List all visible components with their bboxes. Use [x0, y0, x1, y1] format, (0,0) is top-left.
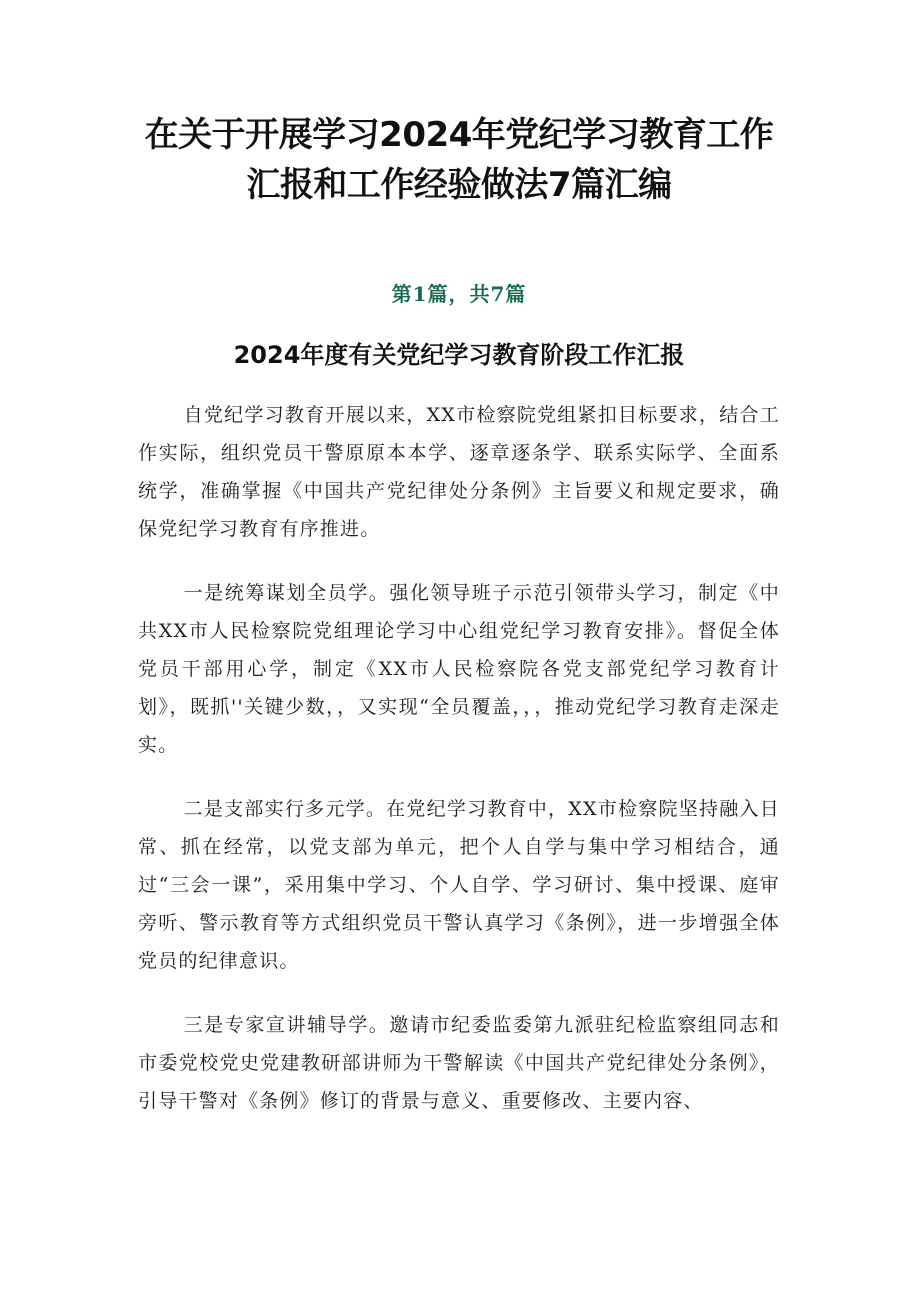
part-label: 第1篇，共7篇 [391, 282, 527, 306]
body-text [138, 396, 780, 1120]
document-title-line-1: 在关于开展学习2024年党纪学习教育工作 [144, 115, 774, 155]
document-title-line-2: 汇报和工作经验做法7篇汇编 [246, 165, 672, 205]
paragraph-point-1: 一是统筹谋划全员学。强化领导班子示范引领带头学习，制定《中共XX市人民检察院党组理论学习中心组党纪学习教育安排》。督促全体党员干部用心学，制定《XX市人民检察院各党支部党纪学习教育计划》，既抓''关键少数，，又实现“全员覆盖，，，推动党纪学习教育走深走实。 [138, 582, 780, 756]
document-title [138, 110, 780, 210]
paragraph-intro: 自党纪学习教育开展以来，XX市检察院党组紧扣目标要求，结合工作实际，组织党员干警原原本本学、逐章逐条学、联系实际学、全面系统学，准确掌握《中国共产党纪律处分条例》主旨要义和规定要求，确保党纪学习教育有序推进。 [138, 404, 780, 540]
section-title: 2024年度有关党纪学习教育阶段工作汇报 [233, 341, 685, 369]
paragraph-point-2: 二是支部实行多元学。在党纪学习教育中，XX市检察院坚持融入日常、抓在经常，以党支部为单元，把个人自学与集中学习相结合，通过“三会一课”，采用集中学习、个人自学、学习研讨、集中授课、庭审旁听、警示教育等方式组织党员干警认真学习《条例》，进一步增强全体党员的纪律意识。 [138, 798, 780, 972]
paragraph-point-3: 三是专家宣讲辅导学。邀请市纪委监委第九派驻纪检监察组同志和市委党校党史党建教研部讲师为干警解读《中国共产党纪律处分条例》，引导干警对《条例》修订的背景与意义、重要修改、主要内容、 [138, 1014, 780, 1112]
